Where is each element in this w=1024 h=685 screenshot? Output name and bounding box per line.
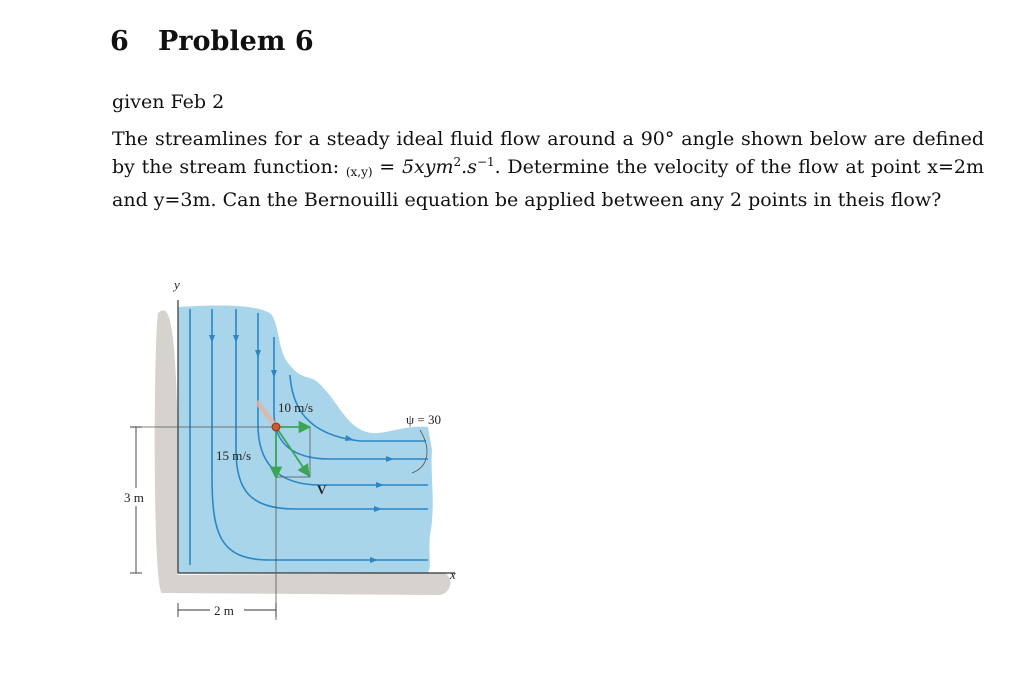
flow-diagram: [110, 275, 470, 625]
problem-rest: . Determine the velocity of the flow at point x=2m and y=3m. Can the Bernouilli equation be applied between any 2 points in theis flow?: [112, 156, 984, 211]
u-velocity-label: 10 m/s: [278, 400, 314, 415]
problem-statement: [112, 125, 984, 214]
x-dimension-label: 2 m: [214, 603, 234, 618]
section-number: 6: [110, 26, 129, 57]
exponent-s: −1: [476, 155, 495, 169]
section-heading: [110, 26, 314, 57]
stream-expression: 5xym: [401, 156, 454, 178]
fluid-region: [178, 305, 433, 573]
velocity-label: V: [317, 482, 327, 497]
v-velocity-label: 15 m/s: [216, 448, 252, 463]
equals-sign: =: [372, 156, 402, 178]
problem-intro: The streamlines for a steady ideal fluid flow around a 90° angle shown below are defined by the stream function:: [112, 128, 984, 178]
y-dimension-label: 3 m: [124, 490, 144, 505]
flow-figure: [110, 275, 470, 625]
flow-point: [272, 423, 280, 431]
section-title: Problem 6: [158, 26, 314, 57]
unit-seconds: .s: [461, 156, 477, 178]
psi-arguments: (x,y): [345, 165, 373, 179]
psi-label: ψ = 30: [406, 412, 441, 427]
given-date: given Feb 2: [112, 91, 225, 113]
x-axis-label: x: [450, 567, 456, 582]
y-axis-label: y: [174, 277, 180, 292]
exponent-m: 2: [453, 155, 462, 169]
